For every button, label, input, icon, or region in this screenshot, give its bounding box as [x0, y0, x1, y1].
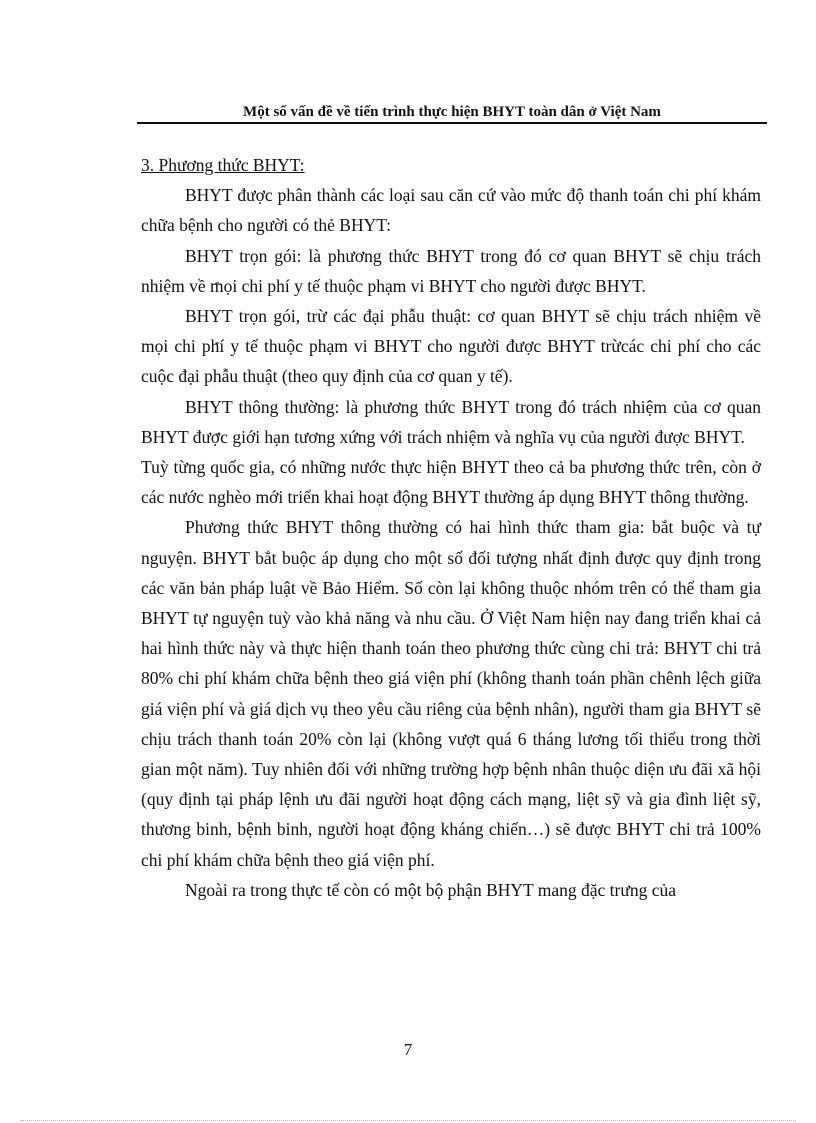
closing-paragraph: Ngoài ra trong thực tế còn có một bộ phận BHYT mang đặc trưng của [185, 879, 677, 900]
page-number: 7 [403, 1040, 413, 1059]
header-rule [137, 122, 767, 124]
page-bottom-border [20, 1120, 796, 1121]
running-header: Một số vấn đề về tiến trình thực hiện BHYT toàn dân ở Việt Nam [243, 104, 661, 120]
bullet-item-1 [141, 241, 761, 301]
intro-paragraph: BHYT được phân thành các loại sau căn cứ vào mức độ thanh toán chi phí khám chữa bệnh cho người có thẻ BHYT: [141, 185, 761, 236]
bullet-item-2 [141, 301, 761, 392]
bullet-item-3 [141, 392, 761, 452]
countries-paragraph: Tuỳ từng quốc gia, có những nước thực hiện BHYT theo cả ba phương thức trên, còn ở các nước nghèo mới triển khai hoạt động BHYT thường áp dụng BHYT thông thường. [141, 457, 761, 508]
forms-paragraph: Phương thức BHYT thông thường có hai hình thức tham gia: bắt buộc và tự nguyện. BHYT bắt buộc áp dụng cho một số đối tượng nhất định được quy định trong các văn bản pháp luật về Bảo Hiểm. Số còn lại không thuộc nhóm trên có thể tham gia BHYT tự nguyện tuỳ vào khả năng và nhu cầu. Ở Việt Nam hiện nay đang triển khai cả hai hình thức này và thực hiện thanh toán theo phương thức cùng chi trả: BHYT chi trả 80% chi phí khám chữa bệnh theo giá viện phí (không thanh toán phần chênh lệch giữa giá viện phí và giá dịch vụ theo yêu cầu riêng của bệnh nhân), người tham gia BHYT sẽ chịu trách thanh toán 20% còn lại (không vượt quá 6 tháng lương tối thiểu trong thời gian một năm). Tuy nhiên đối với những trường hợp bệnh nhân thuộc diện ưu đãi xã hội (quy định tại pháp lệnh ưu đãi người hoạt động cách mạng, liệt sỹ và gia đình liệt sỹ, thương binh, bệnh binh, người hoạt động kháng chiến…) sẽ được BHYT chi trả 100% chi phí khám chữa bệnh theo giá viện phí. [141, 517, 761, 870]
bullet-item-3-text: BHYT thông thường: là phương thức BHYT trong đó trách nhiệm của cơ quan BHYT được giới hạn tương xứng với trách nhiệm và nghĩa vụ của người được BHYT. [141, 396, 761, 447]
document-body [141, 150, 761, 905]
bullet-item-2-text: BHYT trọn gói, trừ các đại phẫu thuật: cơ quan BHYT sẽ chịu trách nhiệm về mọi chi phí y tế thuộc phạm vi BHYT cho người được BHYT trừcác chi phí cho các cuộc đại phẫu thuật (theo quy định của cơ quan y tế). [141, 306, 761, 387]
bullet-item-1-text: BHYT trọn gói: là phương thức BHYT trong đó cơ quan BHYT sẽ chịu trách nhiệm về mọi chi phí y tế thuộc phạm vi BHYT cho người được BHYT. [141, 245, 761, 296]
section-title: 3. Phương thức BHYT: [141, 155, 305, 175]
